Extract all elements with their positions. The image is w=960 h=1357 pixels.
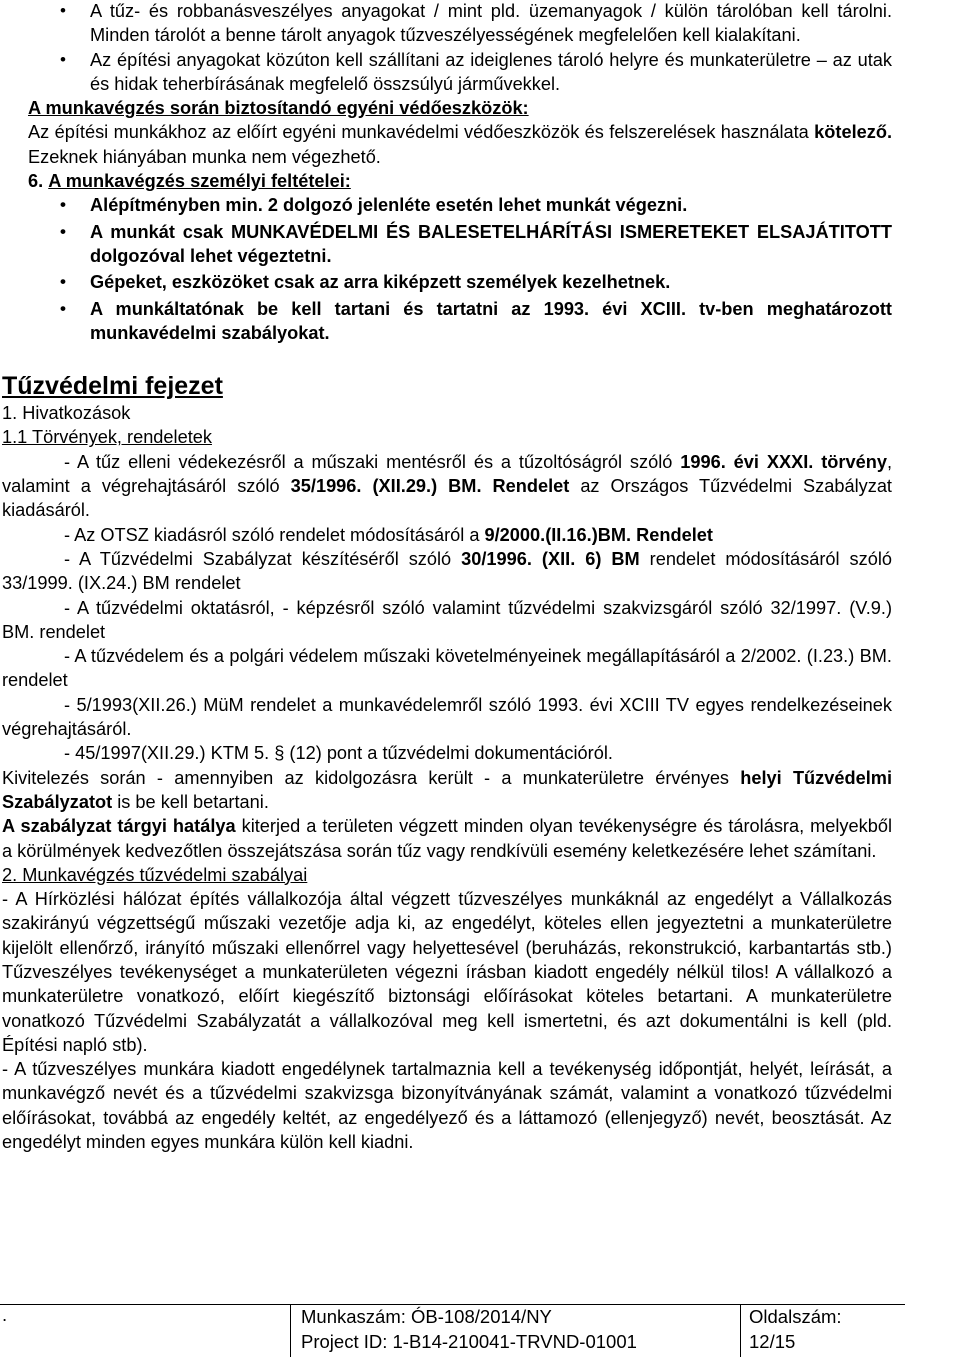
personal-conditions-list xyxy=(0,193,960,345)
law-5 xyxy=(0,644,960,693)
list-item: • A munkát csak MUNKAVÉDELMI ÉS BALESETELHÁRÍTÁSI ISMERETEKET ELSAJÁTITOTT dolgozóval lehet végeztetni. xyxy=(0,220,960,269)
law-1 xyxy=(0,450,960,523)
law-text: - A tűzvédelem és a polgári védelem műszaki követelményeinek megállapításáról a 2/2002. (I.23.) BM. rendelet xyxy=(2,646,892,691)
page-number-label: Oldalszám: xyxy=(749,1306,842,1327)
law-2 xyxy=(0,523,960,547)
ppe-text: Az építési munkákhoz az előírt egyéni munkavédelmi védőeszközök és felszerelések használata xyxy=(28,122,815,143)
list-item: • A tűz- és robbanásveszélyes anyagokat / mint pld. üzemanyagok / külön tárolóban kell tárolni. Minden tárolót a benne tárolt anyagok tűzveszélyességének megfelelően kell kialakítani. xyxy=(0,0,960,48)
list-item: • A munkáltatónak be kell tartani és tartatni az 1993. évi XCIII. tv-ben meghatározott munkavédelmi szabályokat. xyxy=(0,297,960,346)
fire-protection-title: Tűzvédelmi fejezet xyxy=(2,372,223,401)
execution-paragraph xyxy=(0,766,960,815)
scope-paragraph xyxy=(0,814,960,863)
references-heading: 1. Hivatkozások xyxy=(2,403,131,424)
law-ref: 30/1996. (XII. 6) BM xyxy=(461,548,640,569)
laws-heading xyxy=(0,425,960,449)
law-text: - 45/1997(XII.29.) KTM 5. § (12) pont a tűzvédelmi dokumentációról. xyxy=(64,743,613,764)
law-text: - 5/1993(XII.26.) MüM rendelet a munkavédelemről szóló 1993. évi XCIII TV egyes rendelkezéseinek végrehajtásáról. xyxy=(2,694,892,740)
rules-paragraph-1: - A Hírközlési hálózat építés vállalkozója által végzett tűzveszélyes munkáknál az engedélyt a Vállalkozás szakirányú végzettségű műszaki vezetője adja ki, az engedélyt, köteles ellen jegyeztetni a munkaterületre kijelölt ellenőrző, irányító műszaki ellenőrrel vagy helyettesével (beruházás, rekonstrukció, karbantartás stb.) Tűzveszélyes tevékenységet a munkaterületen végezni írásban kiadott engedély nélkül tilos! A vállalkozó a munkaterületre vonatkozó, előírt kiegészítő biztonsági előírásokat köteles betartani. A munkaterületre vonatkozó Tűzvédelmi Szabályzatát a vállalkozóval meg kell ismertetni, és azt dokumentálni is kell (pld. Építési napló stb). xyxy=(2,889,892,1055)
rules-heading xyxy=(0,863,960,887)
laws-heading-text: 1.1 Törvények, rendeletek xyxy=(2,427,212,448)
ppe-section xyxy=(0,96,960,169)
para-bold: helyi Tűzvédelmi Szabályzatot xyxy=(2,767,892,812)
work-number: Munkaszám: ÓB-108/2014/NY xyxy=(301,1306,552,1327)
law-4 xyxy=(0,596,960,645)
law-text: - A tűzvédelmi oktatásról, - képzésről szóló valamint tűzvédelmi szakvizsgáról szóló 32/1997. (V.9.) BM. rendelet xyxy=(2,597,892,642)
law-text: , valamint a végrehajtásáról szóló xyxy=(2,451,892,497)
law-ref: 35/1996. (XII.29.) BM. Rendelet xyxy=(290,476,570,497)
law-text: rendelet módosításáról szóló 33/1999. (IX.24.) BM rendelet xyxy=(2,548,893,594)
law-3 xyxy=(0,547,960,596)
para-bold: A szabályzat tárgyi hatálya xyxy=(2,816,236,837)
law-ref: 9/2000.(II.16.)BM. Rendelet xyxy=(484,524,713,545)
page-footer xyxy=(0,1304,960,1357)
footer-page-cell xyxy=(740,1304,909,1357)
para-text: Kivitelezés során - amennyiben az kidolgozásra került - a munkaterületre érvényes xyxy=(2,767,741,788)
law-6 xyxy=(0,693,960,742)
rules-heading-text: 2. Munkavégzés tűzvédelmi szabályai xyxy=(2,864,308,885)
storage-bullets xyxy=(0,0,960,96)
para-text: is be kell betartani. xyxy=(112,791,269,812)
list-item: • Gépeket, eszközöket csak az arra kiképzett személyek kezelhetnek. xyxy=(0,270,960,294)
footer-dot: . xyxy=(2,1304,8,1325)
list-item: • Az építési anyagokat közúton kell szállítani az ideiglenes tároló helyre és munkaterületre – az utak és hidak teherbírásának megfelelő összsúlyú járművekkel. xyxy=(0,48,960,97)
section-6-heading xyxy=(0,169,960,193)
ppe-heading: A munkavégzés során biztosítandó egyéni védőeszközök: xyxy=(28,98,529,119)
page-number: 12/15 xyxy=(749,1331,796,1352)
section-number: 6. xyxy=(28,171,44,192)
law-text: - A Tűzvédelmi Szabályzat készítéséről szóló xyxy=(64,548,462,569)
rules-paragraph-2: - A tűzveszélyes munkára kiadott engedélynek tartalmaznia kell a tevékenység időpontját, helyét, leírását, a munkavégző nevét és a tűzvédelmi szakvizsga bizonyítványának számát, valamint a vonatkozó tűzvédelmi előírásokat, továbbá az engedély keltét, az engedélyező és a láttamozó (ellenjegyző) nevét, beosztását. Az engedélyt minden egyes munkára külön kell kiadni. xyxy=(2,1059,892,1153)
ppe-mandatory: kötelező. xyxy=(814,122,892,143)
list-item: • Alépítményben min. 2 dolgozó jelenléte esetén lehet munkát végezni. xyxy=(0,193,960,217)
section-title: A munkavégzés személyi feltételei: xyxy=(48,171,351,192)
law-7 xyxy=(0,741,960,765)
footer-project-cell xyxy=(290,1304,741,1357)
law-ref: 1996. évi XXXI. törvény xyxy=(680,451,887,472)
law-text: az Országos Tűzvédelmi Szabályzat kiadásáról. xyxy=(2,476,892,521)
ppe-text-2: Ezeknek hiányában munka nem végezhető. xyxy=(28,146,381,167)
project-id: Project ID: 1-B14-210041-TRVND-01001 xyxy=(301,1331,637,1352)
law-text: - Az OTSZ kiadásról szóló rendelet módosításáról a xyxy=(64,524,485,545)
para-text: kiterjed a területen végzett minden olyan tevékenységre és tárolásra, melyekből a körülmények kedvezőtlen összejátszása során tűz vagy rendkívüli esemény keletkezésére lehet számítani. xyxy=(2,816,893,861)
law-text: - A tűz elleni védekezésről a műszaki mentésről és a tűzoltóságról szóló xyxy=(64,451,681,472)
